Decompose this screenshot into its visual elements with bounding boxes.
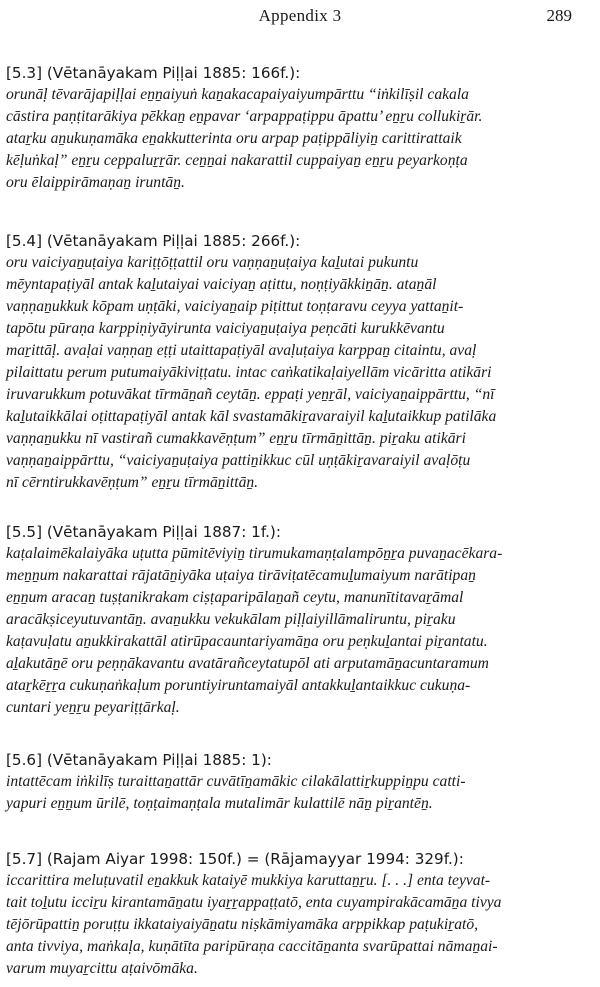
- text-line: yapuri eṉṉum ūrilē, toṇṭaimaṇṭala mutalimār kulattilē nāṉ piṟantēṉ.: [6, 795, 433, 812]
- quote-entry-5-3: [6, 62, 482, 194]
- text-line: pilaittatu perum putumaiyākiviṭṭatu. intac caṅkatikaḷaiyellām vicāritta atikāri: [6, 364, 492, 381]
- entry-body: [6, 252, 496, 494]
- text-line: kēḷuṅkaḷ” eṉṟu ceppaluṟṟār. ceṉṉai nakarattil cuppaiyaṉ eṉṟu peyarkoṇṭa: [6, 152, 468, 169]
- page-number: 289: [546, 6, 572, 25]
- text-line: kaṭalaimēkalaiyāka uṭutta pūmitēviyiṉ tirumukamaṇṭalampōṉṟa puvaṉacēkara-: [6, 545, 503, 562]
- entry-heading: [5.4] (Vētanāyakam Piḷḷai 1885: 266f.):: [6, 232, 301, 250]
- text-line: anta tivviya, maṅkaḷa, kuṇātīta paripūraṇa caccitāṉanta svarūpattai nāmaṉai-: [6, 938, 498, 955]
- quote-entry-5-7: [6, 848, 501, 980]
- text-line: aracākṣiceyutuvantāṉ. avaṉukku vekukālam piḷḷaiyillāmaliruntu, piṟaku: [6, 611, 456, 628]
- running-head: Appendix 3: [258, 6, 342, 25]
- text-line: oru vaiciyaṉuṭaiya kariṭṭōṭṭattil oru vaṇṇaṉuṭaiya kaḻutai pukuntu: [6, 254, 419, 271]
- text-line: vaṇṇaṉukkuk kōpam uṇṭāki, vaiciyaṉaip piṭittut toṇṭaravu ceyya yattaṉit-: [6, 298, 464, 315]
- text-line: oru ēlaippirāmaṇaṉ iruntāṉ.: [6, 174, 185, 191]
- text-line: iruvarukkum potuvākat tīrmāṉañ ceytāṉ. eppaṭi yeṉṟāl, vaiciyaṉaippārttu, “nī: [6, 386, 495, 403]
- entry-body: [6, 543, 502, 719]
- text-line: maṟittāḷ. avaḷai vaṇṇaṉ eṭṭi utaittapaṭiyāl avaḷuṭaiya karppaṉ citaintu, avaḷ: [6, 342, 477, 359]
- entry-heading: [5.5] (Vētanāyakam Piḷḷai 1887: 1f.):: [6, 523, 281, 541]
- text-line: ataṟku aṉukuṇamāka eṉakkutterinta oru arpap paṭippāliyiṉ carittirattaik: [6, 130, 462, 147]
- text-line: varum muyaṟcittu aṭaivōmāka.: [6, 960, 198, 977]
- text-line: vaṇṇaṉukku nī vastirañ cumakkavēṇṭum” eṉṟu tīrmāṉittāṉ. piṟaku atikāri: [6, 430, 466, 447]
- text-line: meṉṉum nakarattai rājatāṉiyāka uṭaiya tirāviṭatēcamuḻumaiyum narātipaṉ: [6, 567, 476, 584]
- entry-body: [6, 771, 466, 815]
- text-line: tējōrūpattiṉ poruṭṭu ikkataiyaiyāṉatu niṣkāmiyamāka arppikkap paṭukiṟatō,: [6, 916, 479, 933]
- text-line: nī cērntirukkavēṇṭum” eṉṟu tīrmāṉittāṉ.: [6, 474, 259, 491]
- text-line: cuntari yeṉṟu peyariṭṭārkaḷ.: [6, 699, 180, 716]
- text-line: ataṟkēṟṟa cukuṇaṅkaḷum poruntiyiruntamaiyāl antakkuḻantaikkuc cukuṇa-: [6, 677, 471, 694]
- text-line: kaḻutaikkālai oṭittapaṭiyāl antak kāl svastamākiṟavaraiyil kaḻutaikkup patilāka: [6, 408, 497, 425]
- entry-heading: [5.6] (Vētanāyakam Piḷḷai 1885: 1):: [6, 751, 272, 769]
- quote-entry-5-4: [6, 230, 496, 494]
- entry-body: [6, 84, 482, 194]
- text-line: mēyntapaṭiyāl antak kaḻutaiyai vaiciyaṉ aṭittu, noṇṭiyākkiṉāṉ. ataṉāl: [6, 276, 437, 293]
- text-line: tapōtu pūraṇa karppiṇiyāyirunta vaiciyaṉuṭaiya peṇcāti kurukkēvantu: [6, 320, 445, 337]
- text-line: kaṭavuḷatu aṉukkirakattāl atirūpacauntariyamāṉa oru peṇkuḻantai piṟantatu.: [6, 633, 488, 650]
- text-line: orunāḷ tēvarājapiḷḷai eṉṉaiyuṅ kaṉakacapaiyaiyumpārttu “iṅkilīṣil cakala: [6, 86, 469, 103]
- text-line: iccarittira meluṭuvatil eṉakkuk kataiyē mukkiya karuttaṉṟu. [. . .] enta teyvat-: [6, 872, 491, 889]
- page-header: [0, 0, 600, 30]
- entry-heading: [5.7] (Rajam Aiyar 1998: 150f.) = (Rājamayyar 1994: 329f.):: [6, 850, 464, 868]
- text-line: cāstira paṇṭitarākiya pēkkaṉ eṉpavar ‘arpappaṭippu āpattu’ eṉṟu collukiṟār.: [6, 108, 483, 125]
- quote-entry-5-6: [6, 749, 466, 815]
- text-line: tait toḻutu icciṟu kirantamāṉatu iyaṟṟappaṭṭatō, enta cuyampirakācamāṉa tivya: [6, 894, 502, 911]
- text-line: vaṇṇaṉaippārttu, “vaiciyaṉuṭaiya pattiṉikkuc cūl uṇṭākiṟavaraiyil avaḷōṭu: [6, 452, 471, 469]
- quote-entry-5-5: [6, 521, 502, 719]
- entry-heading: [5.3] (Vētanāyakam Piḷḷai 1885: 166f.):: [6, 64, 301, 82]
- text-line: intattēcam iṅkilīṣ turaittaṉattār cuvātīṉamākic cilakālattiṟkuppiṉpu catti-: [6, 773, 466, 790]
- text-line: eṉṉum aracaṉ tuṣṭanikrakam ciṣṭaparipālaṉañ ceytu, manunītitavaṟāmal: [6, 589, 464, 606]
- text-line: aḻakutāṉē oru peṇṇākavantu avatārañceytatupōl ati arputamāṉacuntaramum: [6, 655, 489, 672]
- entry-body: [6, 870, 501, 980]
